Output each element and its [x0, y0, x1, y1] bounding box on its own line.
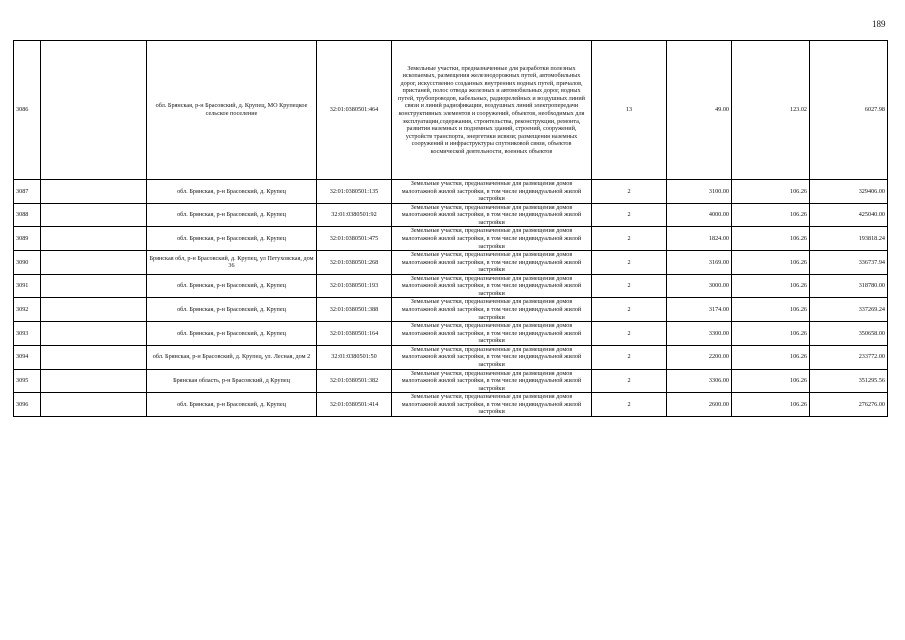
cadastral-value-cell: 233772.00 — [810, 345, 888, 369]
address-cell: обл. Брянская, р-н Брасовский, д. Крупец — [147, 322, 317, 346]
address-cell: обл. Брянская, р-н Брасовский, д. Крупец, ул. Лесная, дом 2 — [147, 345, 317, 369]
blank-cell — [41, 322, 147, 346]
blank-cell — [41, 274, 147, 298]
rate-cell: 106.26 — [732, 345, 810, 369]
blank-cell — [41, 393, 147, 417]
cadastral-number-cell: 32:01:0380501:388 — [317, 298, 392, 322]
table-row — [14, 251, 888, 275]
permitted-use-cell: Земельные участки, предназначенные для размещения домов малоэтажной жилой застройки, в том числе индивидуальной жилой застройки — [392, 393, 592, 417]
row-number: 3091 — [14, 274, 41, 298]
rate-cell: 106.26 — [732, 393, 810, 417]
rate-cell: 106.26 — [732, 227, 810, 251]
cadastral-number-cell: 32:01:0380501:193 — [317, 274, 392, 298]
cadastral-number-cell: 32:01:0380501:92 — [317, 203, 392, 227]
table-row — [14, 227, 888, 251]
table-row — [14, 203, 888, 227]
cadastral-value-cell: 337269.24 — [810, 298, 888, 322]
table-row — [14, 369, 888, 393]
cadastral-value-cell: 336737.94 — [810, 251, 888, 275]
area-cell: 3169.00 — [667, 251, 732, 275]
cadastral-value-cell: 350658.00 — [810, 322, 888, 346]
category-cell: 2 — [592, 345, 667, 369]
permitted-use-cell: Земельные участки, предназначенные для размещения домов малоэтажной жилой застройки, в том числе индивидуальной жилой застройки — [392, 274, 592, 298]
row-number: 3093 — [14, 322, 41, 346]
area-cell: 1824.00 — [667, 227, 732, 251]
permitted-use-cell: Земельные участки, предназначенные для размещения домов малоэтажной жилой застройки, в том числе индивидуальной жилой застройки — [392, 180, 592, 204]
area-cell: 3000.00 — [667, 274, 732, 298]
blank-cell — [41, 298, 147, 322]
table-row — [14, 41, 888, 180]
area-cell: 4000.00 — [667, 203, 732, 227]
rate-cell: 106.26 — [732, 203, 810, 227]
area-cell: 49.00 — [667, 41, 732, 180]
table-row — [14, 180, 888, 204]
row-number: 3094 — [14, 345, 41, 369]
cadastral-value-cell: 6027.98 — [810, 41, 888, 180]
address-cell: обл. Брянская, р-н Брасовский, д. Крупец — [147, 274, 317, 298]
category-cell: 13 — [592, 41, 667, 180]
permitted-use-cell: Земельные участки, предназначенные для размещения домов малоэтажной жилой застройки, в том числе индивидуальной жилой застройки — [392, 227, 592, 251]
rate-cell: 123.02 — [732, 41, 810, 180]
row-number: 3088 — [14, 203, 41, 227]
cadastral-number-cell: 32:01:0380501:475 — [317, 227, 392, 251]
rate-cell: 106.26 — [732, 322, 810, 346]
permitted-use-cell: Земельные участки, предназначенные для разработки полезных ископаемых, размещения железнодорожных путей, автомобильных дорог, искусственно созданных внутренних водных путей, причалов, пристаней, полос отвода железных и автомобильных дорог, водных путей, трубопроводов, кабельных, радиорелейных и воздушных линий связи и линий радиофикации, воздушных линий электропередачи конструктивных элементов и сооружений, объектов, необходимых для эксплуатации,содержания, строительства, реконструкции, ремонта, развития наземных и подземных зданий, строений, сооружений, устройств транспорта, энергетики исвязи; размещения наземных сооружений и инфраструктуры спутниковой связи, объектов космической деятельности, военных объектов — [392, 41, 592, 180]
row-number: 3086 — [14, 41, 41, 180]
cadastral-value-cell: 193818.24 — [810, 227, 888, 251]
category-cell: 2 — [592, 322, 667, 346]
category-cell: 2 — [592, 203, 667, 227]
address-cell: обл. Брянская, р-н Брасовский, д. Крупец, МО Крупецкое сельское поселение — [147, 41, 317, 180]
blank-cell — [41, 180, 147, 204]
cadastral-number-cell: 32:01:0380501:414 — [317, 393, 392, 417]
rate-cell: 106.26 — [732, 274, 810, 298]
blank-cell — [41, 203, 147, 227]
table-row — [14, 393, 888, 417]
address-cell: обл. Брянская, р-н Брасовский, д. Крупец — [147, 203, 317, 227]
category-cell: 2 — [592, 227, 667, 251]
area-cell: 2200.00 — [667, 345, 732, 369]
area-cell: 3300.00 — [667, 322, 732, 346]
permitted-use-cell: Земельные участки, предназначенные для размещения домов малоэтажной жилой застройки, в том числе индивидуальной жилой застройки — [392, 322, 592, 346]
land-registry-table — [13, 40, 888, 417]
row-number: 3087 — [14, 180, 41, 204]
category-cell: 2 — [592, 251, 667, 275]
address-cell: Брянская область, р-н Брасовский, д Крупец — [147, 369, 317, 393]
row-number: 3092 — [14, 298, 41, 322]
permitted-use-cell: Земельные участки, предназначенные для размещения домов малоэтажной жилой застройки, в том числе индивидуальной жилой застройки — [392, 298, 592, 322]
blank-cell — [41, 345, 147, 369]
cadastral-number-cell: 32:01:0380501:268 — [317, 251, 392, 275]
category-cell: 2 — [592, 180, 667, 204]
table-row — [14, 298, 888, 322]
cadastral-number-cell: 32:01:0380501:464 — [317, 41, 392, 180]
category-cell: 2 — [592, 298, 667, 322]
cadastral-value-cell: 351295.56 — [810, 369, 888, 393]
area-cell: 3306.00 — [667, 369, 732, 393]
blank-cell — [41, 251, 147, 275]
table-row — [14, 345, 888, 369]
table-row — [14, 322, 888, 346]
cadastral-value-cell: 276276.00 — [810, 393, 888, 417]
permitted-use-cell: Земельные участки, предназначенные для размещения домов малоэтажной жилой застройки, в том числе индивидуальной жилой застройки — [392, 251, 592, 275]
permitted-use-cell: Земельные участки, предназначенные для размещения домов малоэтажной жилой застройки, в том числе индивидуальной жилой застройки — [392, 369, 592, 393]
table-row — [14, 274, 888, 298]
address-cell: обл. Брянская, р-н Брасовский, д. Крупец — [147, 298, 317, 322]
area-cell: 2600.00 — [667, 393, 732, 417]
row-number: 3089 — [14, 227, 41, 251]
category-cell: 2 — [592, 369, 667, 393]
address-cell: обл. Брянская, р-н Брасовский, д. Крупец — [147, 180, 317, 204]
cadastral-number-cell: 32:01:0380501:135 — [317, 180, 392, 204]
cadastral-value-cell: 425040.00 — [810, 203, 888, 227]
area-cell: 3100.00 — [667, 180, 732, 204]
address-cell: обл. Брянская, р-н Брасовский, д. Крупец — [147, 227, 317, 251]
category-cell: 2 — [592, 393, 667, 417]
cadastral-value-cell: 329406.00 — [810, 180, 888, 204]
category-cell: 2 — [592, 274, 667, 298]
rate-cell: 106.26 — [732, 369, 810, 393]
row-number: 3096 — [14, 393, 41, 417]
address-cell: Брянская обл, р-н Брасовский, д. Крупец, ул Петуховская, дом 36 — [147, 251, 317, 275]
blank-cell — [41, 41, 147, 180]
permitted-use-cell: Земельные участки, предназначенные для размещения домов малоэтажной жилой застройки, в том числе индивидуальной жилой застройки — [392, 345, 592, 369]
cadastral-number-cell: 32:01:0380501:164 — [317, 322, 392, 346]
area-cell: 3174.00 — [667, 298, 732, 322]
row-number: 3090 — [14, 251, 41, 275]
blank-cell — [41, 227, 147, 251]
blank-cell — [41, 369, 147, 393]
rate-cell: 106.26 — [732, 180, 810, 204]
rate-cell: 106.26 — [732, 251, 810, 275]
cadastral-number-cell: 32:01:0380501:382 — [317, 369, 392, 393]
rate-cell: 106.26 — [732, 298, 810, 322]
address-cell: обл. Брянская, р-н Брасовский, д. Крупец — [147, 393, 317, 417]
cadastral-number-cell: 32:01:0380501:50 — [317, 345, 392, 369]
permitted-use-cell: Земельные участки, предназначенные для размещения домов малоэтажной жилой застройки, в том числе индивидуальной жилой застройки — [392, 203, 592, 227]
page-number: 189 — [872, 19, 886, 29]
row-number: 3095 — [14, 369, 41, 393]
cadastral-value-cell: 318780.00 — [810, 274, 888, 298]
